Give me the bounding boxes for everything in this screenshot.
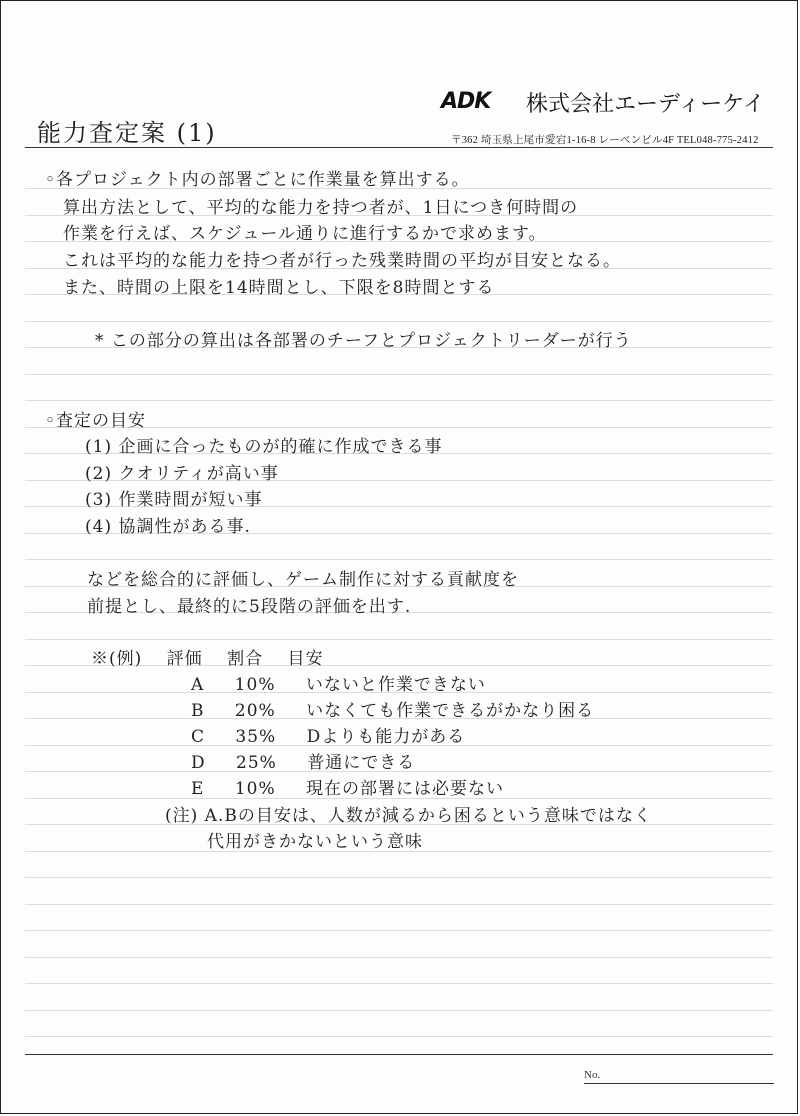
ruled-line <box>25 930 773 931</box>
criteria-item: (3) 作業時間が短い事 <box>85 490 263 510</box>
rating-row: C 35% Dよりも能力がある <box>191 727 466 747</box>
text-line: 算出方法として、平均的な能力を持つ者が、1日につき何時間の <box>63 198 579 218</box>
text-line: 作業を行えば、スケジュール通りに進行するかで求めます。 <box>63 224 547 244</box>
page-number-line <box>584 1083 774 1084</box>
ruled-line <box>25 639 773 640</box>
ruled-line <box>25 1036 773 1037</box>
ruled-line <box>25 1010 773 1011</box>
ruled-line <box>25 957 773 958</box>
ruled-line <box>25 559 773 560</box>
rating-row: A 10% いないと作業できない <box>191 675 486 695</box>
rating-row: B 20% いなくても作業できるがかなり困る <box>191 701 595 721</box>
note-line: 代用がきかないという意味 <box>207 832 423 852</box>
example-header: ※(例) 評価 割合 目安 <box>91 649 324 669</box>
ruled-line <box>25 904 773 905</box>
rating-row: D 25% 普通にできる <box>191 753 416 773</box>
ruled-line <box>25 321 773 322</box>
ruled-line <box>25 374 773 375</box>
note-line: * この部分の算出は各部署のチーフとプロジェクトリーダーが行う <box>95 331 632 351</box>
text-line: また、時間の上限を14時間とし、下限を8時間とする <box>63 278 495 298</box>
text-line: これは平均的な能力を持つ者が行った残業時間の平均が目安となる。 <box>63 251 621 271</box>
note-line: (注) A.Bの目安は、人数が減るから困るという意味ではなく <box>165 806 652 826</box>
text-line: などを総合的に評価し、ゲーム制作に対する貢献度を <box>87 570 519 590</box>
criteria-item: (2) クオリティが高い事 <box>85 464 279 484</box>
page-number-label: No. <box>584 1069 601 1081</box>
ruled-line <box>25 877 773 878</box>
page-title: 能力査定案 (1) <box>37 119 217 147</box>
title-underline <box>25 147 773 148</box>
rating-row: E 10% 現在の部署には必要ない <box>191 779 505 799</box>
ruled-line <box>25 400 773 401</box>
company-name: 株式会社エーディーケイ <box>526 92 765 117</box>
ruled-line <box>25 983 773 984</box>
section-heading-workload: ◦各プロジェクト内の部署ごとに作業量を算出する。 <box>45 170 470 190</box>
text-line: 前提とし、最終的に5段階の評価を出す. <box>87 597 412 617</box>
footer-rule <box>25 1054 773 1055</box>
section-heading-criteria: ◦査定の目安 <box>45 411 147 431</box>
company-logo: ADK <box>441 89 491 114</box>
criteria-item: (4) 協調性がある事. <box>85 517 251 537</box>
company-address: 〒362 埼玉県上尾市愛宕1-16-8 レーベンビル4F TEL048-775-2412 <box>451 135 759 146</box>
criteria-item: (1) 企画に合ったものが的確に作成できる事 <box>85 437 443 457</box>
